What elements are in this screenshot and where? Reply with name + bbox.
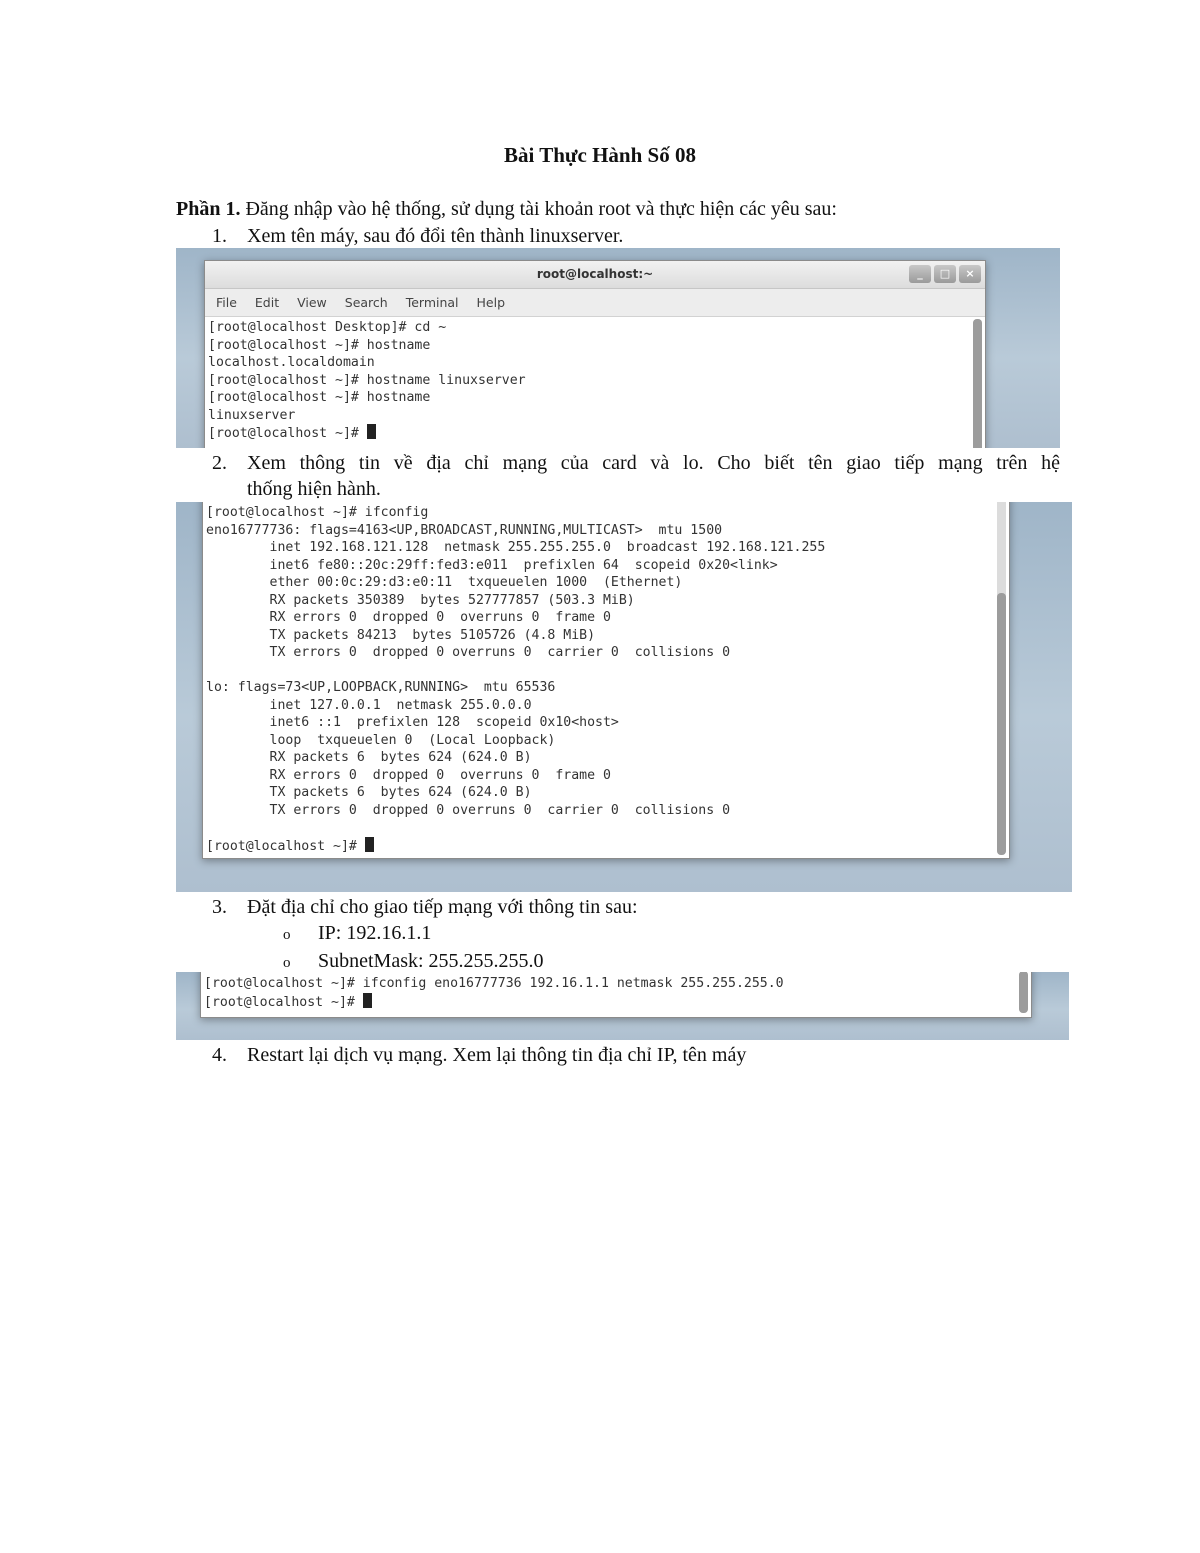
- terminal-line: loop txqueuelen 0 (Local Loopback): [206, 732, 556, 748]
- terminal-line: RX packets 350389 bytes 527777857 (503.3 MiB): [206, 592, 635, 608]
- terminal-line: RX packets 6 bytes 624 (624.0 B): [206, 750, 532, 765]
- terminal-title: root@localhost:~: [536, 267, 654, 281]
- terminal-menubar: [205, 289, 985, 317]
- terminal-line: TX packets 6 bytes 624 (624.0 B): [206, 785, 532, 800]
- menu-terminal[interactable]: Terminal: [405, 295, 459, 310]
- menu-help[interactable]: Help: [476, 295, 506, 310]
- terminal-window: [200, 972, 1032, 1018]
- part1-label: Phần 1.: [176, 198, 241, 220]
- task-text: Xem tên máy, sau đó đổi tên thành linuxserver.: [247, 225, 624, 247]
- part1-heading: [176, 196, 1060, 222]
- menu-view[interactable]: View: [297, 295, 327, 310]
- menu-edit[interactable]: Edit: [254, 295, 280, 310]
- terminal-line: inet6 ::1 prefixlen 128 scopeid 0x10<host>: [206, 715, 619, 730]
- page-title: Bài Thực Hành Số 08: [504, 143, 696, 167]
- close-icon[interactable]: ×: [959, 265, 981, 283]
- screenshot-ifconfig: [176, 502, 1072, 892]
- task-number: 1.: [212, 225, 227, 247]
- terminal-line: inet 127.0.0.1 netmask 255.0.0.0: [206, 697, 532, 713]
- terminal-line: eno16777736: flags=4163<UP,BROADCAST,RUNNING,MULTICAST> mtu 1500: [206, 522, 723, 538]
- terminal-prompt: [root@localhost ~]#: [206, 838, 365, 854]
- task-text: Restart lại dịch vụ mạng. Xem lại thông tin địa chỉ IP, tên máy: [247, 1044, 747, 1066]
- menu-search[interactable]: Search: [344, 295, 388, 310]
- terminal-prompt: [root@localhost ~]#: [208, 426, 367, 441]
- cursor-block: [367, 424, 376, 439]
- terminal-output: [204, 975, 784, 1011]
- terminal-line: ether 00:0c:29:d3:e0:11 txqueuelen 1000 (Ethernet): [206, 575, 683, 590]
- terminal-window: [202, 502, 1010, 859]
- terminal-window: [204, 260, 986, 448]
- terminal-output: [208, 319, 526, 443]
- bullet-text: SubnetMask: 255.255.255.0: [318, 950, 544, 972]
- menu-file[interactable]: File: [216, 295, 237, 310]
- part1-text: Đăng nhập vào hệ thống, sử dụng tài khoản root và thực hiện các yêu sau:: [240, 198, 837, 220]
- terminal-titlebar: [205, 261, 985, 289]
- terminal-line: localhost.localdomain: [208, 355, 375, 370]
- cursor-block: [365, 837, 374, 852]
- task-number: 4.: [212, 1044, 227, 1066]
- terminal-line: TX errors 0 dropped 0 overruns 0 carrier 0 collisions 0: [206, 645, 731, 660]
- terminal-line: [root@localhost ~]# ifconfig eno16777736 192.16.1.1 netmask 255.255.255.0: [204, 976, 784, 991]
- terminal-line: [root@localhost ~]# hostname: [208, 390, 431, 405]
- terminal-line: inet 192.168.121.128 netmask 255.255.255.0 broadcast 192.168.121.255: [206, 540, 826, 555]
- terminal-line: TX packets 84213 bytes 5105726 (4.8 MiB): [206, 627, 596, 643]
- terminal-line: TX errors 0 dropped 0 overruns 0 carrier 0 collisions 0: [206, 802, 731, 818]
- terminal-line: inet6 fe80::20c:29ff:fed3:e011 prefixlen 64 scopeid 0x20<link>: [206, 557, 778, 573]
- terminal-output: [206, 504, 825, 855]
- terminal-line: RX errors 0 dropped 0 overruns 0 frame 0: [206, 610, 611, 625]
- terminal-line: [root@localhost ~]# hostname linuxserver: [208, 372, 526, 388]
- terminal-prompt: [root@localhost ~]#: [204, 994, 363, 1010]
- scrollbar[interactable]: [997, 502, 1006, 855]
- terminal-line: lo: flags=73<UP,LOOPBACK,RUNNING> mtu 65536: [206, 680, 556, 695]
- terminal-line: RX errors 0 dropped 0 overruns 0 frame 0: [206, 767, 611, 783]
- terminal-line: linuxserver: [208, 407, 296, 423]
- screenshot-hostname: [176, 248, 1060, 448]
- bullet-mark: o: [283, 955, 291, 971]
- maximize-icon[interactable]: □: [934, 265, 956, 283]
- scrollbar-thumb[interactable]: [1019, 972, 1028, 1013]
- task-text-line1: Xem thông tin về địa chỉ mạng của card và lo. Cho biết tên giao tiếp mạng trên hệ: [247, 452, 1060, 474]
- bullet-text: IP: 192.16.1.1: [318, 922, 432, 944]
- screenshot-set-ip: [176, 972, 1069, 1040]
- task-text-line2: thống hiện hành.: [247, 478, 381, 500]
- scrollbar[interactable]: [973, 319, 982, 448]
- task-text: Đặt địa chỉ cho giao tiếp mạng với thông tin sau:: [247, 896, 638, 918]
- scrollbar-thumb[interactable]: [973, 319, 982, 448]
- minimize-icon[interactable]: _: [909, 265, 931, 283]
- scrollbar[interactable]: [1019, 972, 1028, 1013]
- task-number: 3.: [212, 896, 227, 918]
- scrollbar-thumb[interactable]: [997, 593, 1006, 855]
- terminal-line: [root@localhost ~]# ifconfig: [206, 505, 429, 520]
- terminal-line: [root@localhost ~]# hostname: [208, 337, 431, 353]
- cursor-block: [363, 993, 372, 1008]
- task-number: 2.: [212, 452, 227, 474]
- bullet-mark: o: [283, 927, 291, 943]
- terminal-line: [root@localhost Desktop]# cd ~: [208, 320, 447, 335]
